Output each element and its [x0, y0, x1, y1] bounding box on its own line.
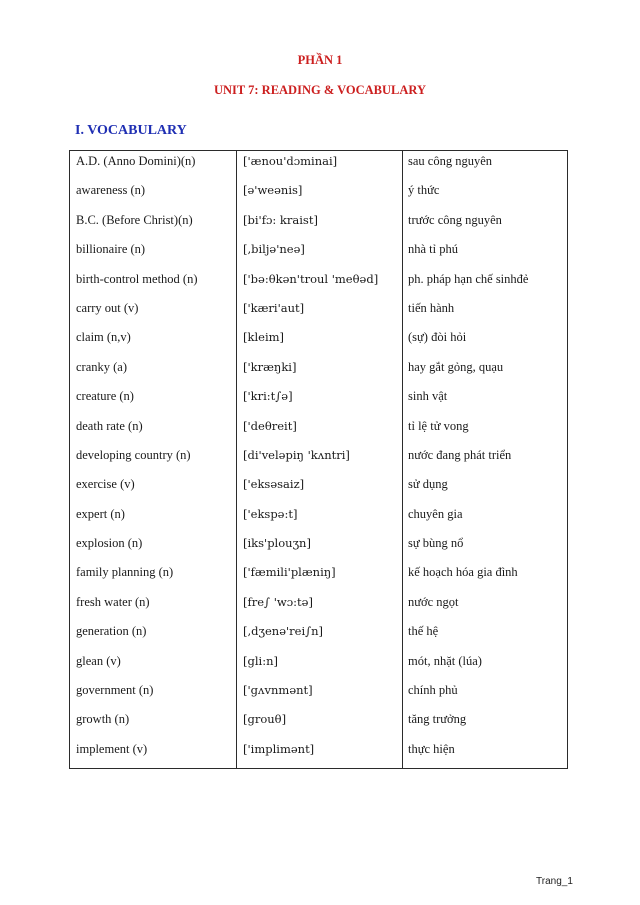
meaning-cell: trước công nguyên	[408, 212, 502, 227]
word-cell: government (n)	[76, 683, 154, 698]
section-title: I. VOCABULARY	[75, 123, 187, 138]
meaning-cell: thực hiện	[408, 741, 455, 756]
meaning-cell: kế hoạch hóa gia đình	[408, 565, 518, 580]
word-cell: generation (n)	[76, 624, 147, 639]
meaning-cell: tăng trưởng	[408, 712, 467, 727]
word-cell: developing country (n)	[76, 447, 191, 462]
meaning-cell: tỉ lệ tử vong	[408, 418, 469, 433]
meaning-cell: sinh vật	[408, 389, 448, 404]
meaning-cell: chuyên gia	[408, 506, 463, 521]
page-number: Trang_1	[536, 876, 573, 887]
table-row	[70, 623, 567, 652]
meaning-cell: hay gắt gỏng, quạu	[408, 359, 504, 374]
word-cell: cranky (a)	[76, 359, 128, 374]
pronunciation-cell: ['implimənt]	[243, 741, 315, 756]
vocabulary-rows	[70, 153, 567, 770]
pronunciation-cell: [,biljə'neə]	[243, 242, 305, 257]
unit-title: UNIT 7: READING & VOCABULARY	[213, 83, 427, 97]
word-cell: carry out (v)	[76, 300, 139, 315]
table-row	[70, 359, 567, 388]
word-cell: creature (n)	[76, 389, 134, 404]
table-row	[70, 653, 567, 682]
part-title: PHẦN 1	[297, 53, 343, 67]
meaning-cell: ph. pháp hạn chế sinhđẻ	[408, 271, 529, 286]
word-cell: claim (n,v)	[76, 330, 131, 345]
table-row	[70, 153, 567, 182]
word-cell: glean (v)	[76, 653, 121, 668]
meaning-cell: nước ngọt	[408, 594, 459, 609]
table-row	[70, 447, 567, 476]
table-row	[70, 741, 567, 770]
vocabulary-table	[69, 150, 568, 769]
table-row	[70, 564, 567, 593]
table-row	[70, 535, 567, 564]
pronunciation-cell: ['eksəsaiz]	[243, 477, 305, 492]
meaning-cell: (sự) đòi hỏi	[408, 330, 467, 345]
table-row	[70, 271, 567, 300]
pronunciation-cell: [gli:n]	[243, 653, 278, 668]
word-cell: implement (v)	[76, 741, 148, 756]
word-cell: exercise (v)	[76, 477, 135, 492]
table-row	[70, 388, 567, 417]
pronunciation-cell: ['kri:t∫ə]	[243, 389, 293, 404]
meaning-cell: nhà tỉ phú	[408, 242, 458, 257]
pronunciation-cell: ['kræŋki]	[243, 359, 297, 374]
meaning-cell: sử dụng	[408, 477, 448, 492]
pronunciation-cell: [grouθ]	[243, 712, 287, 727]
pronunciation-cell: ['deθreit]	[243, 418, 297, 433]
pronunciation-cell: [di'veləpiŋ 'kʌntri]	[243, 447, 350, 462]
table-row	[70, 682, 567, 711]
table-row	[70, 300, 567, 329]
word-cell: expert (n)	[76, 506, 125, 521]
pronunciation-cell: [kleim]	[243, 330, 285, 345]
table-row	[70, 476, 567, 505]
word-cell: B.C. (Before Christ)(n)	[76, 212, 193, 227]
pronunciation-cell: [fre∫ 'wɔ:tə]	[243, 594, 313, 609]
table-row	[70, 329, 567, 358]
meaning-cell: nước đang phát triển	[408, 447, 512, 462]
meaning-cell: chính phủ	[408, 683, 458, 698]
pronunciation-cell: ['kæri'aut]	[243, 300, 305, 315]
table-row	[70, 418, 567, 447]
meaning-cell: ý thức	[408, 183, 440, 198]
word-cell: explosion (n)	[76, 536, 143, 551]
pronunciation-cell: [iks'plouʒn]	[243, 536, 311, 551]
meaning-cell: sau công nguyên	[408, 154, 493, 168]
word-cell: birth-control method (n)	[76, 271, 198, 286]
pronunciation-cell: [,dʒenə'rei∫n]	[243, 624, 324, 639]
meaning-cell: tiến hành	[408, 300, 455, 315]
pronunciation-cell: [bi'fɔ: kraist]	[243, 212, 318, 227]
meaning-cell: thế hệ	[408, 624, 439, 639]
word-cell: fresh water (n)	[76, 594, 150, 609]
table-row	[70, 711, 567, 740]
meaning-cell: mót, nhặt (lúa)	[408, 653, 482, 668]
pronunciation-cell: ['bə:θkən'troul 'meθəd]	[243, 271, 379, 286]
meaning-cell: sự bùng nổ	[408, 536, 464, 551]
pronunciation-cell: ['gʌvnmənt]	[243, 683, 313, 698]
table-row	[70, 241, 567, 270]
word-cell: family planning (n)	[76, 565, 174, 580]
pronunciation-cell: [ə'weənis]	[243, 183, 303, 198]
word-cell: awareness (n)	[76, 183, 146, 198]
word-cell: A.D. (Anno Domini)(n)	[76, 154, 196, 168]
word-cell: billionaire (n)	[76, 242, 146, 257]
word-cell: growth (n)	[76, 712, 130, 727]
table-row	[70, 212, 567, 241]
table-row	[70, 182, 567, 211]
word-cell: death rate (n)	[76, 418, 143, 433]
pronunciation-cell: ['ænou'dɔminai]	[243, 154, 338, 168]
pronunciation-cell: ['ekspə:t]	[243, 506, 298, 521]
pronunciation-cell: ['fæmili'plæniŋ]	[243, 565, 336, 580]
table-row	[70, 594, 567, 623]
table-row	[70, 506, 567, 535]
